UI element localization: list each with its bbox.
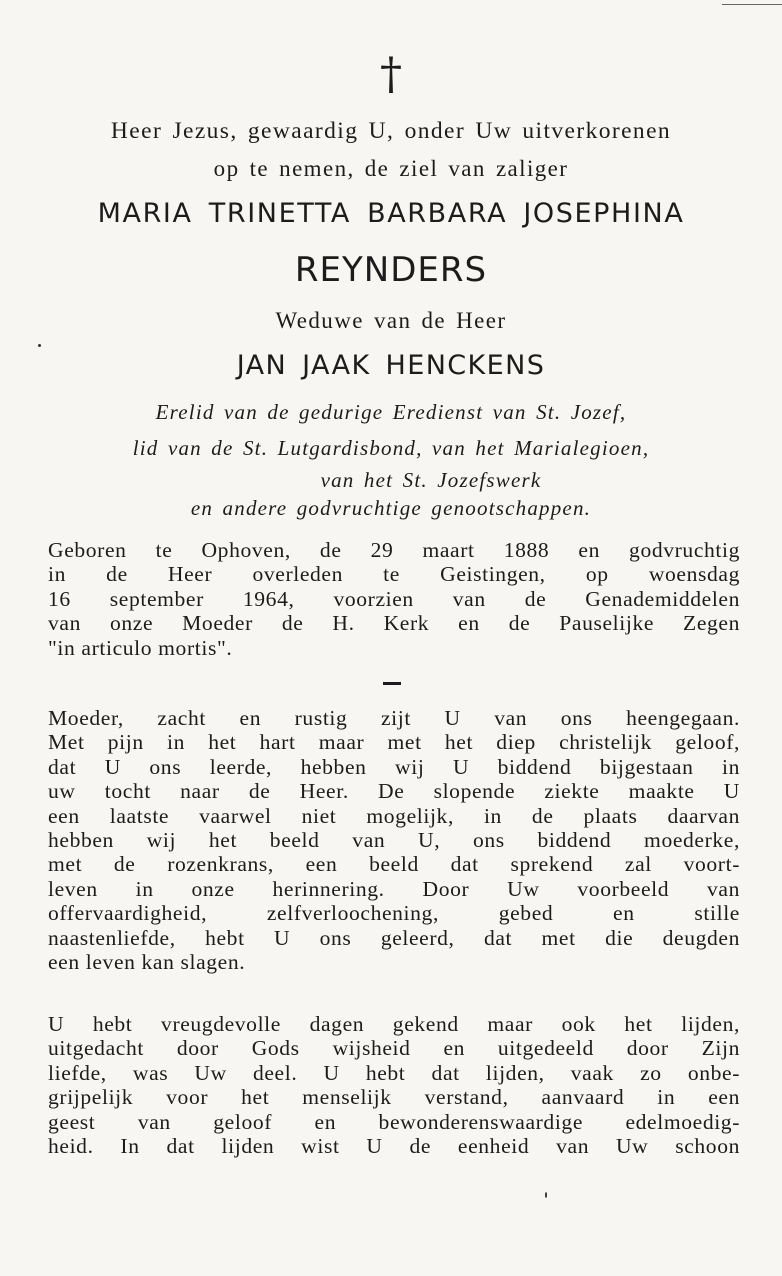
farewell-line: een leven kan slagen.	[48, 949, 246, 974]
suffering-line: grijpelijk voor het menselijk verstand, aanvaard in een	[48, 1085, 740, 1110]
farewell-paragraph	[48, 706, 740, 974]
husband-name: JAN JAAK HENCKENS	[236, 350, 546, 381]
print-speck	[38, 344, 41, 347]
suffering-line: geest van geloof en bewonderenswaardige edelmoedig-	[48, 1109, 740, 1134]
prayer-line-2: op te nemen, de ziel van zaliger	[213, 156, 569, 181]
cross-icon: †	[380, 49, 402, 100]
farewell-line: uw tocht naar de Heer. De slopende ziekte maakte U	[48, 779, 740, 804]
suffering-line: uitgedacht door Gods wijsheid en uitgedeeld door Zijn	[48, 1036, 740, 1061]
farewell-line: Moeder, zacht en rustig zijt U van ons heengegaan.	[48, 706, 740, 730]
biography-line: "in articulo mortis".	[48, 635, 233, 660]
membership-line-3: van het St. Jozefswerk	[320, 468, 542, 492]
biography-line: van onze Moeder de H. Kerk en de Pauselijke Zegen	[48, 611, 740, 636]
suffering-line: U hebt vreugdevolle dagen gekend maar ook het lijden,	[48, 1012, 740, 1036]
farewell-line: met de rozenkrans, een beeld dat sprekend zal voort-	[48, 852, 740, 877]
section-divider	[383, 682, 401, 685]
farewell-line: leven in onze herinnering. Door Uw voorbeeld van	[48, 876, 740, 901]
widow-of-label: Weduwe van de Heer	[275, 308, 507, 333]
farewell-line: een laatste vaarwel niet mogelijk, in de plaats daarvan	[48, 803, 740, 828]
biography-line: Geboren te Ophoven, de 29 maart 1888 en godvruchtig	[48, 538, 740, 562]
membership-line-4: en andere godvruchtige genootschappen.	[190, 496, 592, 520]
suffering-line: liefde, was Uw deel. U hebt dat lijden, vaak zo onbe-	[48, 1060, 740, 1085]
farewell-line: hebben wij het beeld van U, ons biddend moederke,	[48, 827, 740, 852]
farewell-line: offervaardigheid, zelfverloochening, gebed en stille	[48, 901, 740, 926]
membership-line-2: lid van de St. Lutgardisbond, van het Marialegioen,	[132, 436, 650, 460]
suffering-line: heid. In dat lijden wist U de eenheid van Uw schoon	[48, 1133, 740, 1158]
top-edge-rule	[722, 4, 782, 5]
deceased-given-names: MARIA TRINETTA BARBARA JOSEPHINA	[97, 198, 685, 229]
suffering-paragraph	[48, 1012, 740, 1158]
farewell-line: dat U ons leerde, hebben wij U biddend bijgestaan in	[48, 754, 740, 779]
deceased-surname: REYNDERS	[294, 250, 488, 290]
farewell-line: Met pijn in het hart maar met het diep christelijk geloof,	[48, 730, 740, 755]
farewell-line: naastenliefde, hebt U ons geleerd, dat met die deugden	[48, 925, 740, 950]
biography-line: 16 september 1964, voorzien van de Genademiddelen	[48, 586, 740, 611]
print-speck	[545, 1192, 547, 1198]
biography-paragraph	[48, 538, 740, 660]
prayer-line-1: Heer Jezus, gewaardig U, onder Uw uitverkorenen	[110, 118, 672, 144]
biography-line: in de Heer overleden te Geistingen, op woensdag	[48, 562, 740, 587]
membership-line-1: Erelid van de gedurige Eredienst van St. Jozef,	[155, 400, 627, 424]
